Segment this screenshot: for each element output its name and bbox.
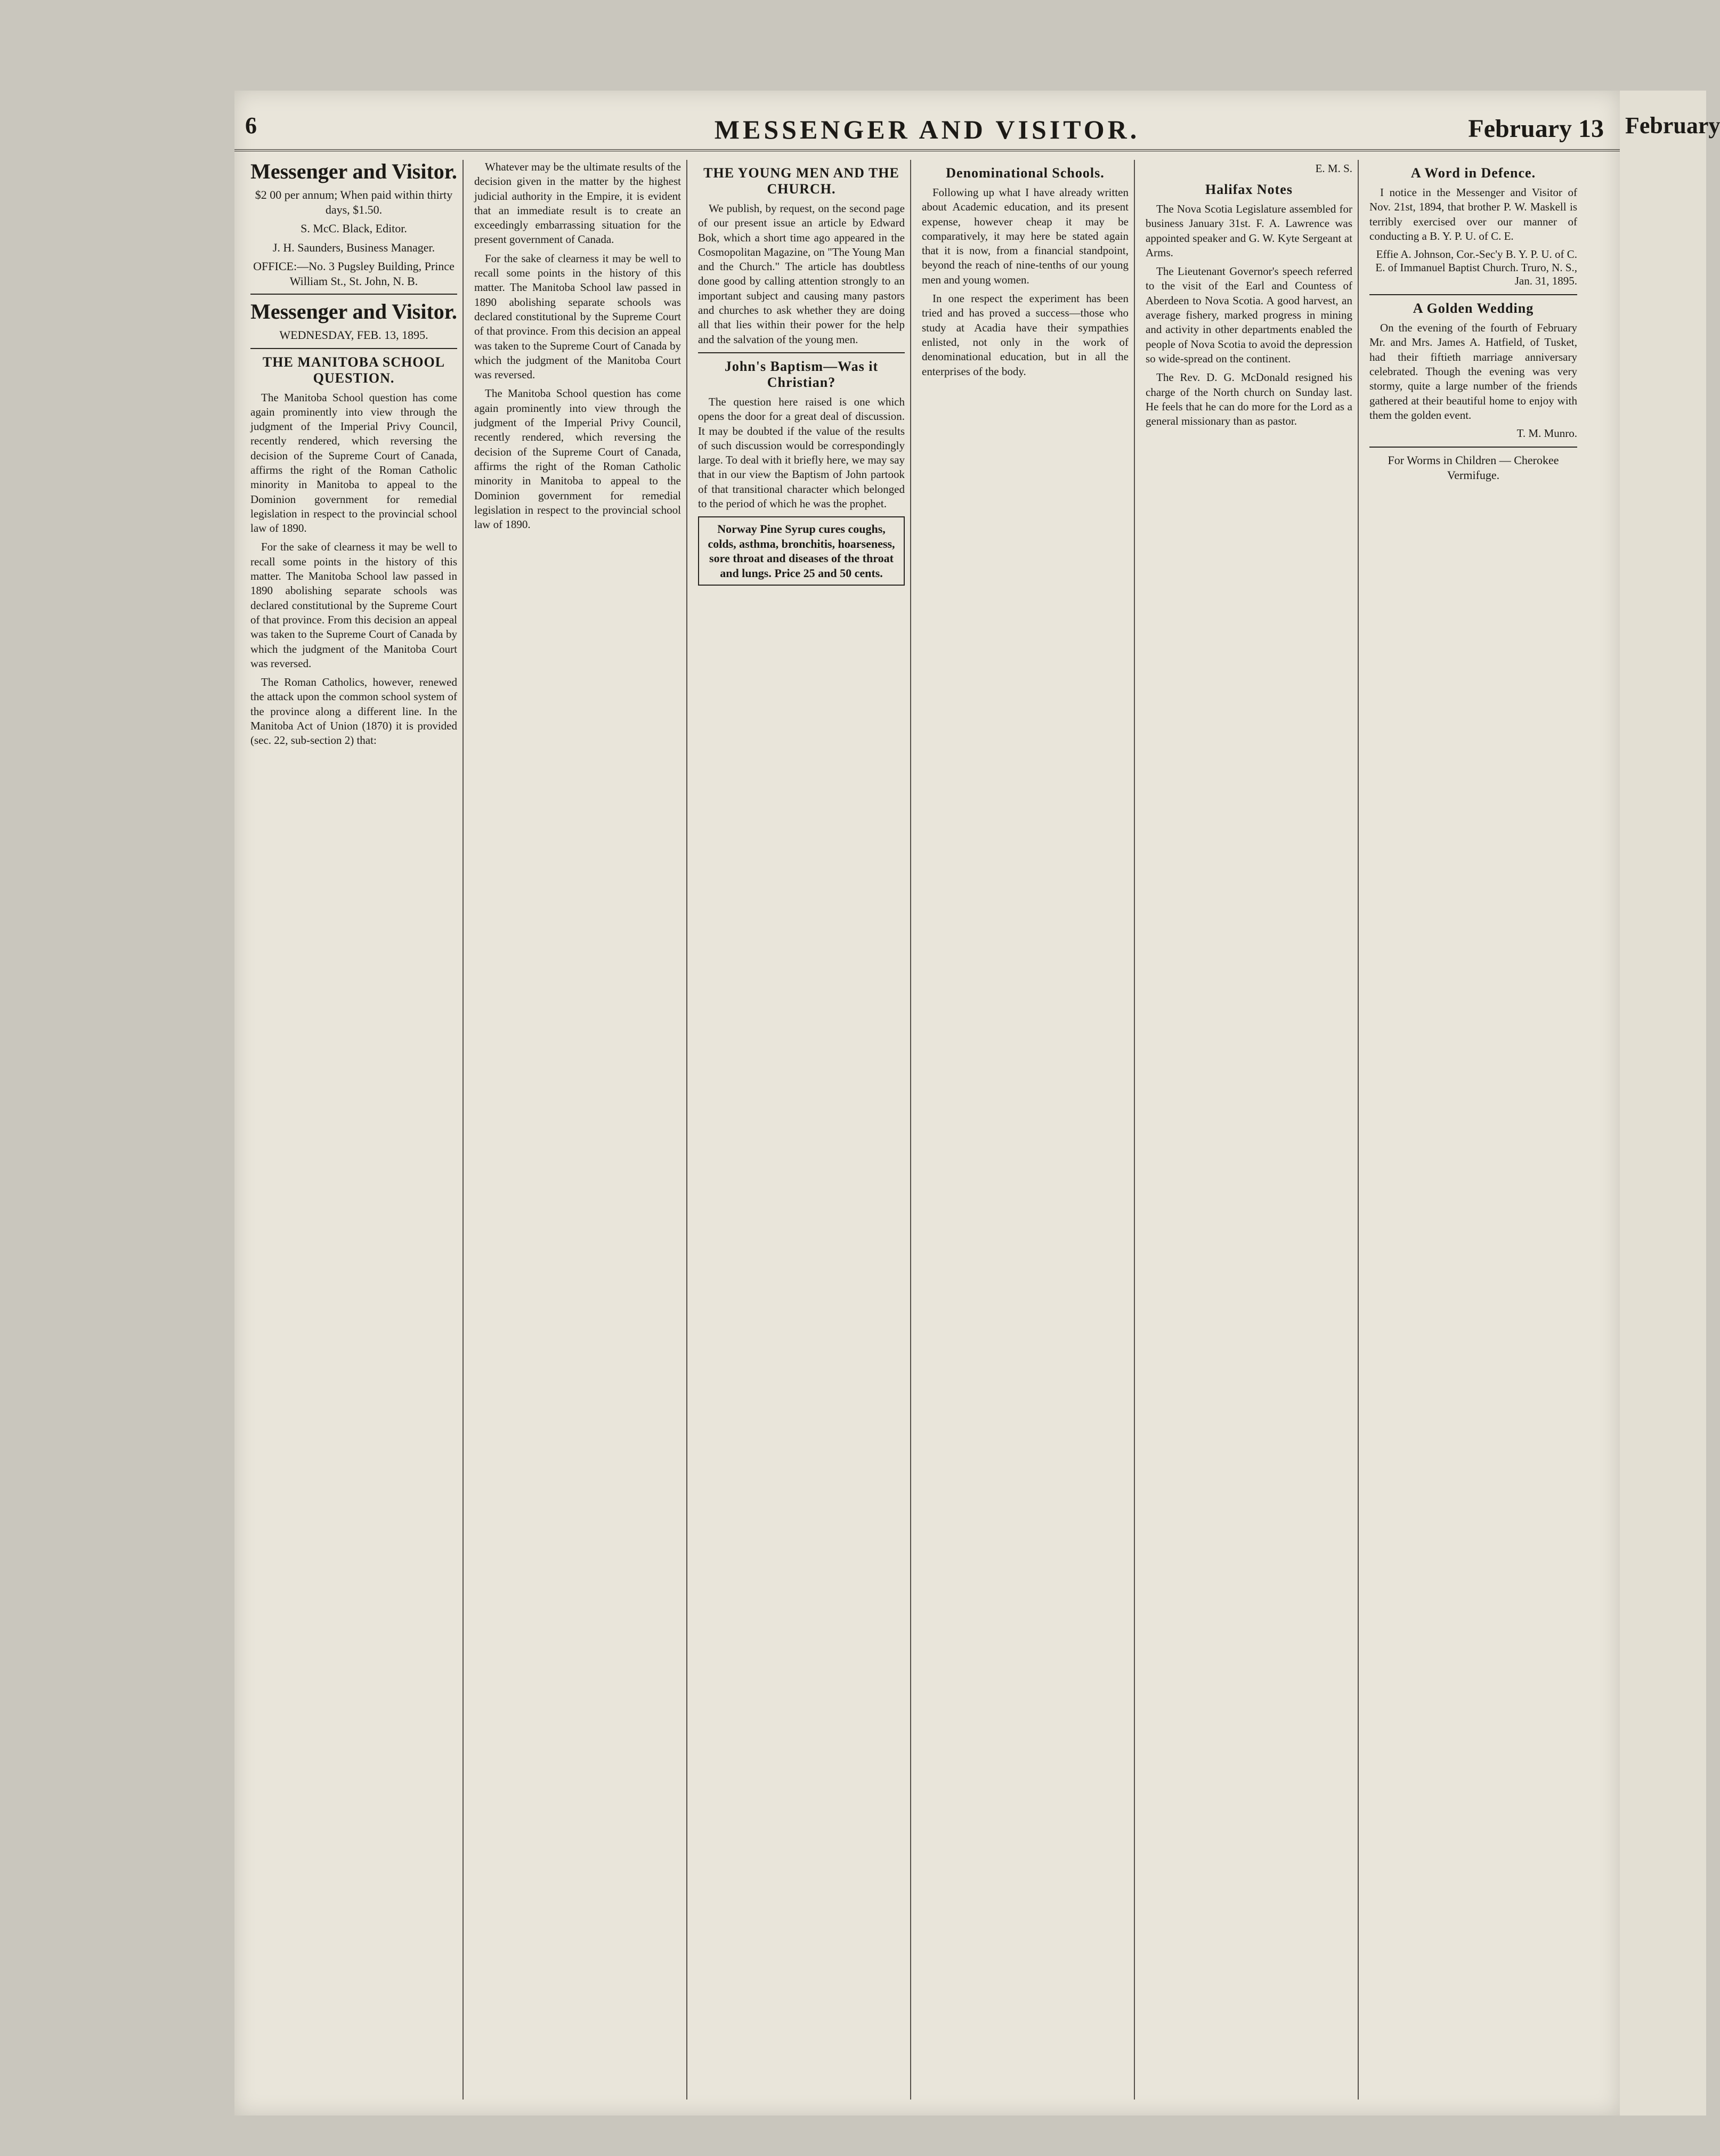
article-title-defence: A Word in Defence. — [1410, 165, 1536, 181]
article-paragraph: The Manitoba School question has come again prominently into view through the judgment of the Imperial Privy Council, recently rendered, which reversing the decision of the Supreme Court of Canada, affirms the right of the Roman Catholic minority in Manitoba to appeal to the Dominion government for remedial legislation in respect to the provincial school law of 1890. — [474, 387, 681, 531]
article-paragraph: I notice in the Messenger and Visitor of Nov. 21st, 1894, that brother P. W. Maskell is terribly exercised over our manner of conducting a B. Y. P. U. of C. E. — [1369, 186, 1577, 242]
divider — [1369, 447, 1577, 448]
adjacent-page-fragment — [1620, 91, 1720, 2116]
column-1 — [245, 160, 464, 2100]
divider — [250, 294, 457, 295]
adjacent-page-date: February — [1625, 112, 1720, 139]
article-title-denominational: Denominational Schools. — [946, 165, 1105, 181]
divider — [250, 348, 457, 349]
article-paragraph: In one respect the experiment has been tried and has proved a success—those who study at Acadia have their sympathies enlisted, not only in the work of denominational education, but in all the enterprises of the body. — [922, 292, 1129, 378]
article-title-wedding: A Golden Wedding — [1413, 301, 1534, 317]
article-paragraph: The Roman Catholics, however, renewed the attack upon the common school system of the province along a different line. In the Manitoba Act of Union (1870) it is provided (sec. 22, sub-section 2) that: — [250, 676, 457, 747]
masthead-editor: S. McC. Black, Editor. — [301, 222, 407, 235]
article-paragraph: The Nova Scotia Legislature assembled for business January 31st. F. A. Lawrence was appointed speaker and G. W. Kyte Sergeant at Arms. — [1146, 202, 1352, 259]
column-6 — [1364, 160, 1583, 2100]
newspaper-title: MESSENGER AND VISITOR. — [714, 115, 1140, 144]
column-2 — [469, 160, 687, 2100]
article-paragraph: The Manitoba School question has come again prominently into view through the judgment of the Imperial Privy Council, recently rendered, which reversing the decision of the Supreme Court of Canada, affirms the right of the Roman Catholic minority in Manitoba to appeal to the Dominion government for remedial legislation in respect to the provincial school law of 1890. — [250, 391, 457, 535]
article-paragraph: For the sake of clearness it may be well to recall some points in the history of this matter. The Manitoba School law passed in 1890 abolishing separate schools was declared constitutional by the Supreme Court of that province. From this decision an appeal was taken to the Supreme Court of Canada by which the judgment of the Manitoba Court was reversed. — [250, 540, 457, 670]
page-header — [234, 91, 1620, 151]
column-4 — [916, 160, 1135, 2100]
article-title-young-men: THE YOUNG MEN AND THE CHURCH. — [703, 165, 899, 197]
column-3 — [693, 160, 911, 2100]
page-number: 6 — [245, 112, 257, 139]
article-title-baptism: John's Baptism—Was it Christian? — [724, 358, 879, 390]
masthead-price: $2 00 per annum; When paid within thirty days, $1.50. — [255, 188, 453, 216]
masthead-title: Messenger and Visitor. — [250, 159, 457, 183]
signature: T. M. Munro. — [1516, 427, 1577, 440]
article-paragraph: Following up what I have already written about Academic education, and its present expense, however cheap it may be comparatively, it may here be stated again that it is now, from a financial standpoint, beyond the reach of nine-tenths of our young men and young women. — [922, 186, 1129, 286]
column-5 — [1140, 160, 1359, 2100]
signature: Effie A. Johnson, Cor.-Sec'y B. Y. P. U. of C. E. of Immanuel Baptist Church. Truro, N. S., Jan. 31, 1895. — [1375, 248, 1577, 288]
signature: E. M. S. — [1315, 162, 1352, 175]
advertisement: Norway Pine Syrup cures coughs, colds, asthma, bronchitis, hoarseness, sore throat and diseases of the throat and lungs. Price 25 and 50 cents. — [698, 516, 905, 586]
article-paragraph: The Lieutenant Governor's speech referred to the visit of the Earl and Countess of Aberdeen to Nova Scotia. A good harvest, an average fishery, marked progress in mining and activity in other departments enabled the people of Nova Scotia to avoid the depression so wide-spread on the continent. — [1146, 265, 1352, 365]
masthead-second-title: Messenger and Visitor. — [250, 299, 457, 323]
masthead-office: OFFICE:—No. 3 Pugsley Building, Prince William St., St. John, N. B. — [253, 260, 455, 288]
divider — [1369, 294, 1577, 295]
issue-date-header: February 13 — [1468, 115, 1604, 143]
article-paragraph: For the sake of clearness it may be well to recall some points in the history of this matter. The Manitoba School law passed in 1890 abolishing separate schools was declared constitutional by the Supreme Court of that province. From this decision an appeal was taken to the Supreme Court of Canada by which the judgment of the Manitoba Court was reversed. — [474, 252, 681, 382]
article-paragraph: We publish, by request, on the second page of our present issue an article by Edward Bok, which a short time ago appeared in the Cosmopolitan Magazine, on "The Young Man and the Church." The article has doubtless done good by calling attention strongly to an important subject and causing many pastors and churches to ask whether they are doing all that lies within their power for the help and the salvation of the young men. — [698, 202, 905, 346]
columns — [245, 160, 1609, 2100]
newspaper-page — [234, 91, 1620, 2116]
worms-note: For Worms in Children — Cherokee Vermifuge. — [1388, 453, 1559, 482]
divider — [698, 352, 905, 353]
article-paragraph: The Rev. D. G. McDonald resigned his charge of the North church on Sunday last. He feels that he can do more for the Lord as a general missionary than as pastor. — [1146, 371, 1352, 428]
article-paragraph: Whatever may be the ultimate results of the decision given in the matter by the highest judicial authority in the Empire, it is evident that an immediate result is to create an exceedingly embarrassing situation for the present government of Canada. — [474, 160, 681, 246]
article-paragraph: On the evening of the fourth of February Mr. and Mrs. James A. Hatfield, of Tusket, had their fiftieth marriage anniversary celebrated. Though the evening was very stormy, quite a large number of the friends gathered at their beautiful home to enjoy with them the golden event. — [1369, 321, 1577, 422]
article-title-manitoba: THE MANITOBA SCHOOL QUESTION. — [262, 354, 445, 386]
article-paragraph: The question here raised is one which opens the door for a great deal of discussion. It may be doubted if the value of the results of such discussion would be correspondingly large. To deal with it briefly here, we may say that in our view the Baptism of John partook of that transitional character which belonged to the period of which he was the prophet. — [698, 395, 905, 510]
article-title-halifax: Halifax Notes — [1205, 182, 1293, 197]
issue-date: WEDNESDAY, FEB. 13, 1895. — [279, 328, 428, 342]
masthead-manager: J. H. Saunders, Business Manager. — [272, 240, 435, 254]
